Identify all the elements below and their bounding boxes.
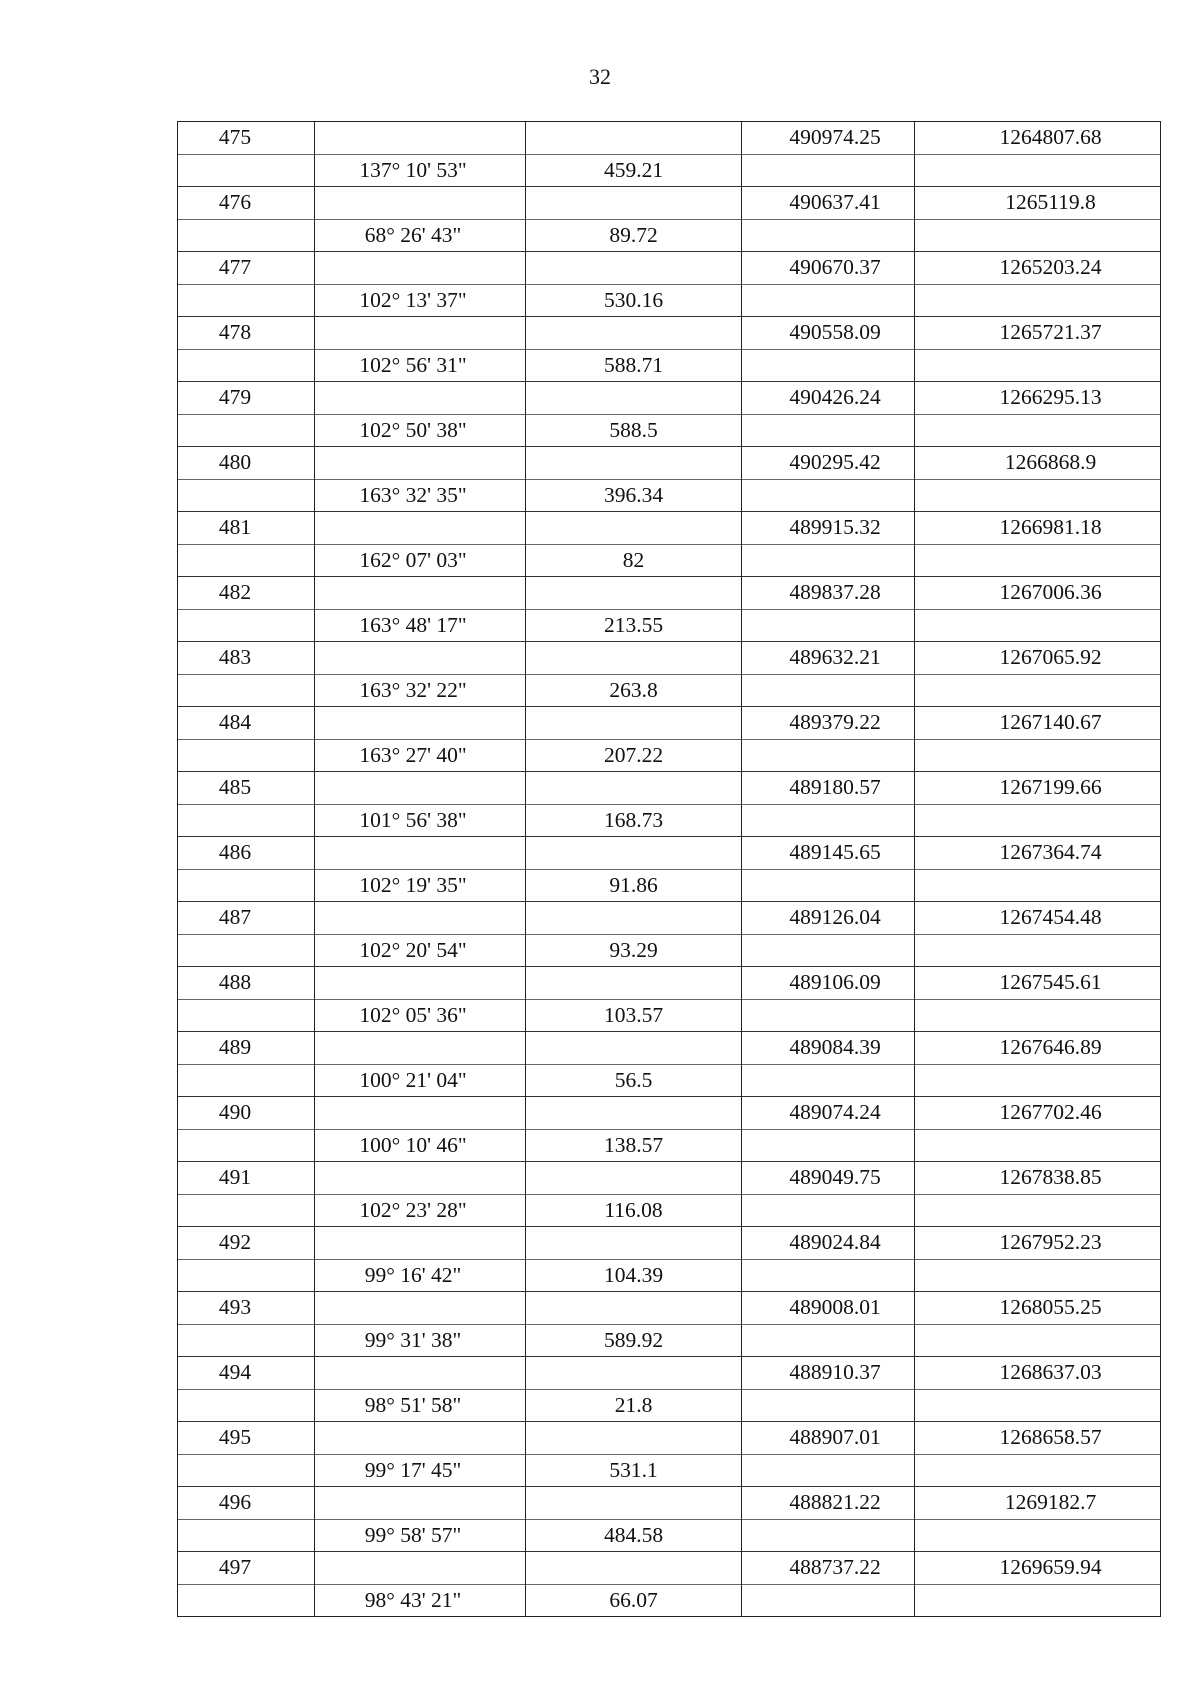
empty-cell	[915, 1584, 1161, 1617]
empty-cell	[742, 934, 915, 967]
northing-cell: 1264807.68	[915, 122, 1161, 155]
table-row-segment	[178, 1194, 1161, 1227]
empty-cell	[178, 1454, 315, 1487]
empty-cell	[315, 577, 526, 610]
empty-cell	[915, 544, 1161, 577]
empty-cell	[742, 1389, 915, 1422]
empty-cell	[315, 252, 526, 285]
empty-cell	[915, 934, 1161, 967]
easting-cell: 489106.09	[742, 967, 915, 1000]
empty-cell	[915, 609, 1161, 642]
empty-cell	[178, 609, 315, 642]
table-row-point	[178, 1487, 1161, 1520]
northing-cell: 1265721.37	[915, 317, 1161, 350]
empty-cell	[178, 674, 315, 707]
easting-cell: 490295.42	[742, 447, 915, 480]
northing-cell: 1268637.03	[915, 1357, 1161, 1390]
table-row-segment	[178, 1519, 1161, 1552]
empty-cell	[178, 869, 315, 902]
empty-cell	[315, 187, 526, 220]
distance-cell: 56.5	[526, 1064, 742, 1097]
bearing-cell: 100° 21' 04"	[315, 1064, 526, 1097]
empty-cell	[526, 1357, 742, 1390]
empty-cell	[315, 772, 526, 805]
table-row-segment	[178, 219, 1161, 252]
empty-cell	[178, 414, 315, 447]
table-row-segment	[178, 739, 1161, 772]
empty-cell	[315, 1097, 526, 1130]
empty-cell	[315, 122, 526, 155]
northing-cell: 1267140.67	[915, 707, 1161, 740]
empty-cell	[526, 252, 742, 285]
bearing-cell: 137° 10' 53"	[315, 154, 526, 187]
distance-cell: 168.73	[526, 804, 742, 837]
easting-cell: 489145.65	[742, 837, 915, 870]
point-id-cell: 495	[178, 1422, 315, 1455]
bearing-cell: 102° 23' 28"	[315, 1194, 526, 1227]
point-id-cell: 492	[178, 1227, 315, 1260]
page-number: 32	[589, 64, 611, 89]
table-row-point	[178, 837, 1161, 870]
empty-cell	[915, 414, 1161, 447]
table-row-segment	[178, 349, 1161, 382]
northing-cell: 1267646.89	[915, 1032, 1161, 1065]
bearing-cell: 101° 56' 38"	[315, 804, 526, 837]
table-row-point	[178, 382, 1161, 415]
point-id-cell: 483	[178, 642, 315, 675]
empty-cell	[742, 479, 915, 512]
distance-cell: 116.08	[526, 1194, 742, 1227]
table-row-point	[178, 1227, 1161, 1260]
empty-cell	[315, 1292, 526, 1325]
bearing-cell: 102° 20' 54"	[315, 934, 526, 967]
empty-cell	[526, 1097, 742, 1130]
empty-cell	[178, 1064, 315, 1097]
empty-cell	[526, 1487, 742, 1520]
empty-cell	[742, 1519, 915, 1552]
bearing-cell: 99° 16' 42"	[315, 1259, 526, 1292]
point-id-cell: 497	[178, 1552, 315, 1585]
table-row-point	[178, 122, 1161, 155]
empty-cell	[526, 772, 742, 805]
empty-cell	[178, 934, 315, 967]
easting-cell: 490974.25	[742, 122, 915, 155]
empty-cell	[915, 1324, 1161, 1357]
empty-cell	[742, 804, 915, 837]
easting-cell: 488821.22	[742, 1487, 915, 1520]
empty-cell	[178, 1584, 315, 1617]
bearing-cell: 102° 19' 35"	[315, 869, 526, 902]
northing-cell: 1265119.8	[915, 187, 1161, 220]
empty-cell	[526, 512, 742, 545]
bearing-cell: 100° 10' 46"	[315, 1129, 526, 1162]
empty-cell	[178, 999, 315, 1032]
point-id-cell: 493	[178, 1292, 315, 1325]
bearing-cell: 163° 27' 40"	[315, 739, 526, 772]
empty-cell	[178, 1129, 315, 1162]
empty-cell	[315, 707, 526, 740]
empty-cell	[526, 1552, 742, 1585]
northing-cell: 1267364.74	[915, 837, 1161, 870]
empty-cell	[915, 804, 1161, 837]
empty-cell	[315, 1422, 526, 1455]
northing-cell: 1267545.61	[915, 967, 1161, 1000]
empty-cell	[178, 1389, 315, 1422]
bearing-cell: 102° 56' 31"	[315, 349, 526, 382]
point-id-cell: 484	[178, 707, 315, 740]
empty-cell	[526, 707, 742, 740]
bearing-cell: 98° 43' 21"	[315, 1584, 526, 1617]
northing-cell: 1267006.36	[915, 577, 1161, 610]
table-row-segment	[178, 869, 1161, 902]
empty-cell	[742, 414, 915, 447]
point-id-cell: 496	[178, 1487, 315, 1520]
empty-cell	[178, 1519, 315, 1552]
empty-cell	[915, 1519, 1161, 1552]
empty-cell	[178, 349, 315, 382]
table-row-segment	[178, 1584, 1161, 1617]
empty-cell	[315, 317, 526, 350]
empty-cell	[915, 869, 1161, 902]
empty-cell	[742, 999, 915, 1032]
empty-cell	[526, 1227, 742, 1260]
bearing-cell: 99° 58' 57"	[315, 1519, 526, 1552]
point-id-cell: 481	[178, 512, 315, 545]
easting-cell: 490637.41	[742, 187, 915, 220]
point-id-cell: 482	[178, 577, 315, 610]
empty-cell	[526, 902, 742, 935]
empty-cell	[315, 902, 526, 935]
distance-cell: 588.5	[526, 414, 742, 447]
point-id-cell: 476	[178, 187, 315, 220]
empty-cell	[742, 284, 915, 317]
empty-cell	[178, 544, 315, 577]
easting-cell: 489180.57	[742, 772, 915, 805]
empty-cell	[315, 642, 526, 675]
point-id-cell: 485	[178, 772, 315, 805]
bearing-cell: 98° 51' 58"	[315, 1389, 526, 1422]
empty-cell	[315, 1162, 526, 1195]
distance-cell: 103.57	[526, 999, 742, 1032]
empty-cell	[315, 1357, 526, 1390]
table-row-point	[178, 772, 1161, 805]
distance-cell: 530.16	[526, 284, 742, 317]
distance-cell: 21.8	[526, 1389, 742, 1422]
empty-cell	[526, 1032, 742, 1065]
northing-cell: 1265203.24	[915, 252, 1161, 285]
empty-cell	[915, 999, 1161, 1032]
easting-cell: 488737.22	[742, 1552, 915, 1585]
table-row-segment	[178, 284, 1161, 317]
table-row-point	[178, 1097, 1161, 1130]
empty-cell	[742, 1584, 915, 1617]
empty-cell	[178, 739, 315, 772]
bearing-cell: 163° 32' 35"	[315, 479, 526, 512]
point-id-cell: 489	[178, 1032, 315, 1065]
distance-cell: 263.8	[526, 674, 742, 707]
empty-cell	[915, 1194, 1161, 1227]
empty-cell	[915, 1259, 1161, 1292]
empty-cell	[742, 869, 915, 902]
empty-cell	[526, 317, 742, 350]
easting-cell: 489379.22	[742, 707, 915, 740]
table-row-point	[178, 187, 1161, 220]
empty-cell	[915, 154, 1161, 187]
empty-cell	[915, 1129, 1161, 1162]
easting-cell: 490426.24	[742, 382, 915, 415]
empty-cell	[742, 1129, 915, 1162]
empty-cell	[315, 1227, 526, 1260]
empty-cell	[915, 349, 1161, 382]
empty-cell	[315, 447, 526, 480]
empty-cell	[915, 219, 1161, 252]
empty-cell	[742, 739, 915, 772]
table-row-point	[178, 902, 1161, 935]
point-id-cell: 490	[178, 1097, 315, 1130]
empty-cell	[178, 804, 315, 837]
empty-cell	[315, 1552, 526, 1585]
distance-cell: 207.22	[526, 739, 742, 772]
northing-cell: 1267838.85	[915, 1162, 1161, 1195]
empty-cell	[526, 122, 742, 155]
table-row-segment	[178, 999, 1161, 1032]
bearing-cell: 68° 26' 43"	[315, 219, 526, 252]
empty-cell	[742, 219, 915, 252]
empty-cell	[742, 1454, 915, 1487]
easting-cell: 489837.28	[742, 577, 915, 610]
table-row-segment	[178, 1064, 1161, 1097]
empty-cell	[742, 609, 915, 642]
table-row-point	[178, 642, 1161, 675]
table-row-point	[178, 317, 1161, 350]
distance-cell: 82	[526, 544, 742, 577]
point-id-cell: 486	[178, 837, 315, 870]
empty-cell	[526, 1422, 742, 1455]
empty-cell	[742, 349, 915, 382]
easting-cell: 489126.04	[742, 902, 915, 935]
table-row-segment	[178, 1324, 1161, 1357]
empty-cell	[526, 1162, 742, 1195]
northing-cell: 1267702.46	[915, 1097, 1161, 1130]
northing-cell: 1267065.92	[915, 642, 1161, 675]
table-row-segment	[178, 154, 1161, 187]
bearing-cell: 162° 07' 03"	[315, 544, 526, 577]
distance-cell: 89.72	[526, 219, 742, 252]
northing-cell: 1266981.18	[915, 512, 1161, 545]
table-row-segment	[178, 674, 1161, 707]
distance-cell: 66.07	[526, 1584, 742, 1617]
empty-cell	[526, 447, 742, 480]
table-row-segment	[178, 804, 1161, 837]
bearing-cell: 102° 13' 37"	[315, 284, 526, 317]
table-row-point	[178, 1292, 1161, 1325]
empty-cell	[915, 674, 1161, 707]
table-row-segment	[178, 544, 1161, 577]
northing-cell: 1268055.25	[915, 1292, 1161, 1325]
empty-cell	[742, 1194, 915, 1227]
empty-cell	[178, 1259, 315, 1292]
empty-cell	[178, 154, 315, 187]
empty-cell	[742, 674, 915, 707]
northing-cell: 1266295.13	[915, 382, 1161, 415]
distance-cell: 589.92	[526, 1324, 742, 1357]
empty-cell	[526, 837, 742, 870]
northing-cell: 1269659.94	[915, 1552, 1161, 1585]
distance-cell: 91.86	[526, 869, 742, 902]
bearing-cell: 102° 05' 36"	[315, 999, 526, 1032]
empty-cell	[526, 1292, 742, 1325]
easting-cell: 490670.37	[742, 252, 915, 285]
empty-cell	[742, 544, 915, 577]
distance-cell: 138.57	[526, 1129, 742, 1162]
empty-cell	[915, 1064, 1161, 1097]
empty-cell	[742, 1259, 915, 1292]
empty-cell	[178, 1194, 315, 1227]
distance-cell: 396.34	[526, 479, 742, 512]
table-row-point	[178, 252, 1161, 285]
point-id-cell: 477	[178, 252, 315, 285]
easting-cell: 489049.75	[742, 1162, 915, 1195]
table-row-point	[178, 512, 1161, 545]
bearing-cell: 102° 50' 38"	[315, 414, 526, 447]
easting-cell: 489024.84	[742, 1227, 915, 1260]
table-row-segment	[178, 479, 1161, 512]
point-id-cell: 478	[178, 317, 315, 350]
northing-cell: 1267454.48	[915, 902, 1161, 935]
bearing-cell: 99° 31' 38"	[315, 1324, 526, 1357]
distance-cell: 588.71	[526, 349, 742, 382]
bearing-cell: 99° 17' 45"	[315, 1454, 526, 1487]
survey-table	[177, 121, 1161, 1617]
empty-cell	[915, 479, 1161, 512]
empty-cell	[526, 642, 742, 675]
distance-cell: 459.21	[526, 154, 742, 187]
table-row-segment	[178, 1389, 1161, 1422]
northing-cell: 1267952.23	[915, 1227, 1161, 1260]
northing-cell: 1268658.57	[915, 1422, 1161, 1455]
easting-cell: 489008.01	[742, 1292, 915, 1325]
table-row-segment	[178, 1259, 1161, 1292]
table-row-point	[178, 447, 1161, 480]
table-row-segment	[178, 609, 1161, 642]
table-row-point	[178, 577, 1161, 610]
empty-cell	[526, 187, 742, 220]
point-id-cell: 488	[178, 967, 315, 1000]
point-id-cell: 480	[178, 447, 315, 480]
table-row-point	[178, 1032, 1161, 1065]
table-row-point	[178, 1162, 1161, 1195]
empty-cell	[526, 577, 742, 610]
empty-cell	[915, 284, 1161, 317]
northing-cell: 1266868.9	[915, 447, 1161, 480]
empty-cell	[315, 1032, 526, 1065]
easting-cell: 488907.01	[742, 1422, 915, 1455]
empty-cell	[315, 967, 526, 1000]
empty-cell	[178, 1324, 315, 1357]
distance-cell: 213.55	[526, 609, 742, 642]
table-row-point	[178, 707, 1161, 740]
point-id-cell: 479	[178, 382, 315, 415]
table-row-segment	[178, 934, 1161, 967]
empty-cell	[742, 1324, 915, 1357]
table-row-point	[178, 1357, 1161, 1390]
empty-cell	[315, 1487, 526, 1520]
table-row-segment	[178, 1129, 1161, 1162]
empty-cell	[915, 1454, 1161, 1487]
bearing-cell: 163° 48' 17"	[315, 609, 526, 642]
empty-cell	[315, 382, 526, 415]
empty-cell	[742, 154, 915, 187]
empty-cell	[915, 1389, 1161, 1422]
bearing-cell: 163° 32' 22"	[315, 674, 526, 707]
point-id-cell: 475	[178, 122, 315, 155]
distance-cell: 93.29	[526, 934, 742, 967]
point-id-cell: 491	[178, 1162, 315, 1195]
survey-table-body	[178, 122, 1161, 1617]
easting-cell: 489074.24	[742, 1097, 915, 1130]
empty-cell	[178, 219, 315, 252]
empty-cell	[178, 284, 315, 317]
empty-cell	[526, 382, 742, 415]
table-row-point	[178, 1552, 1161, 1585]
easting-cell: 489632.21	[742, 642, 915, 675]
point-id-cell: 487	[178, 902, 315, 935]
easting-cell: 489915.32	[742, 512, 915, 545]
point-id-cell: 494	[178, 1357, 315, 1390]
table-row-point	[178, 967, 1161, 1000]
northing-cell: 1267199.66	[915, 772, 1161, 805]
easting-cell: 489084.39	[742, 1032, 915, 1065]
empty-cell	[315, 837, 526, 870]
distance-cell: 484.58	[526, 1519, 742, 1552]
distance-cell: 531.1	[526, 1454, 742, 1487]
table-row-segment	[178, 1454, 1161, 1487]
easting-cell: 488910.37	[742, 1357, 915, 1390]
distance-cell: 104.39	[526, 1259, 742, 1292]
empty-cell	[915, 739, 1161, 772]
empty-cell	[526, 967, 742, 1000]
northing-cell: 1269182.7	[915, 1487, 1161, 1520]
empty-cell	[315, 512, 526, 545]
easting-cell: 490558.09	[742, 317, 915, 350]
empty-cell	[178, 479, 315, 512]
empty-cell	[742, 1064, 915, 1097]
table-row-segment	[178, 414, 1161, 447]
table-row-point	[178, 1422, 1161, 1455]
